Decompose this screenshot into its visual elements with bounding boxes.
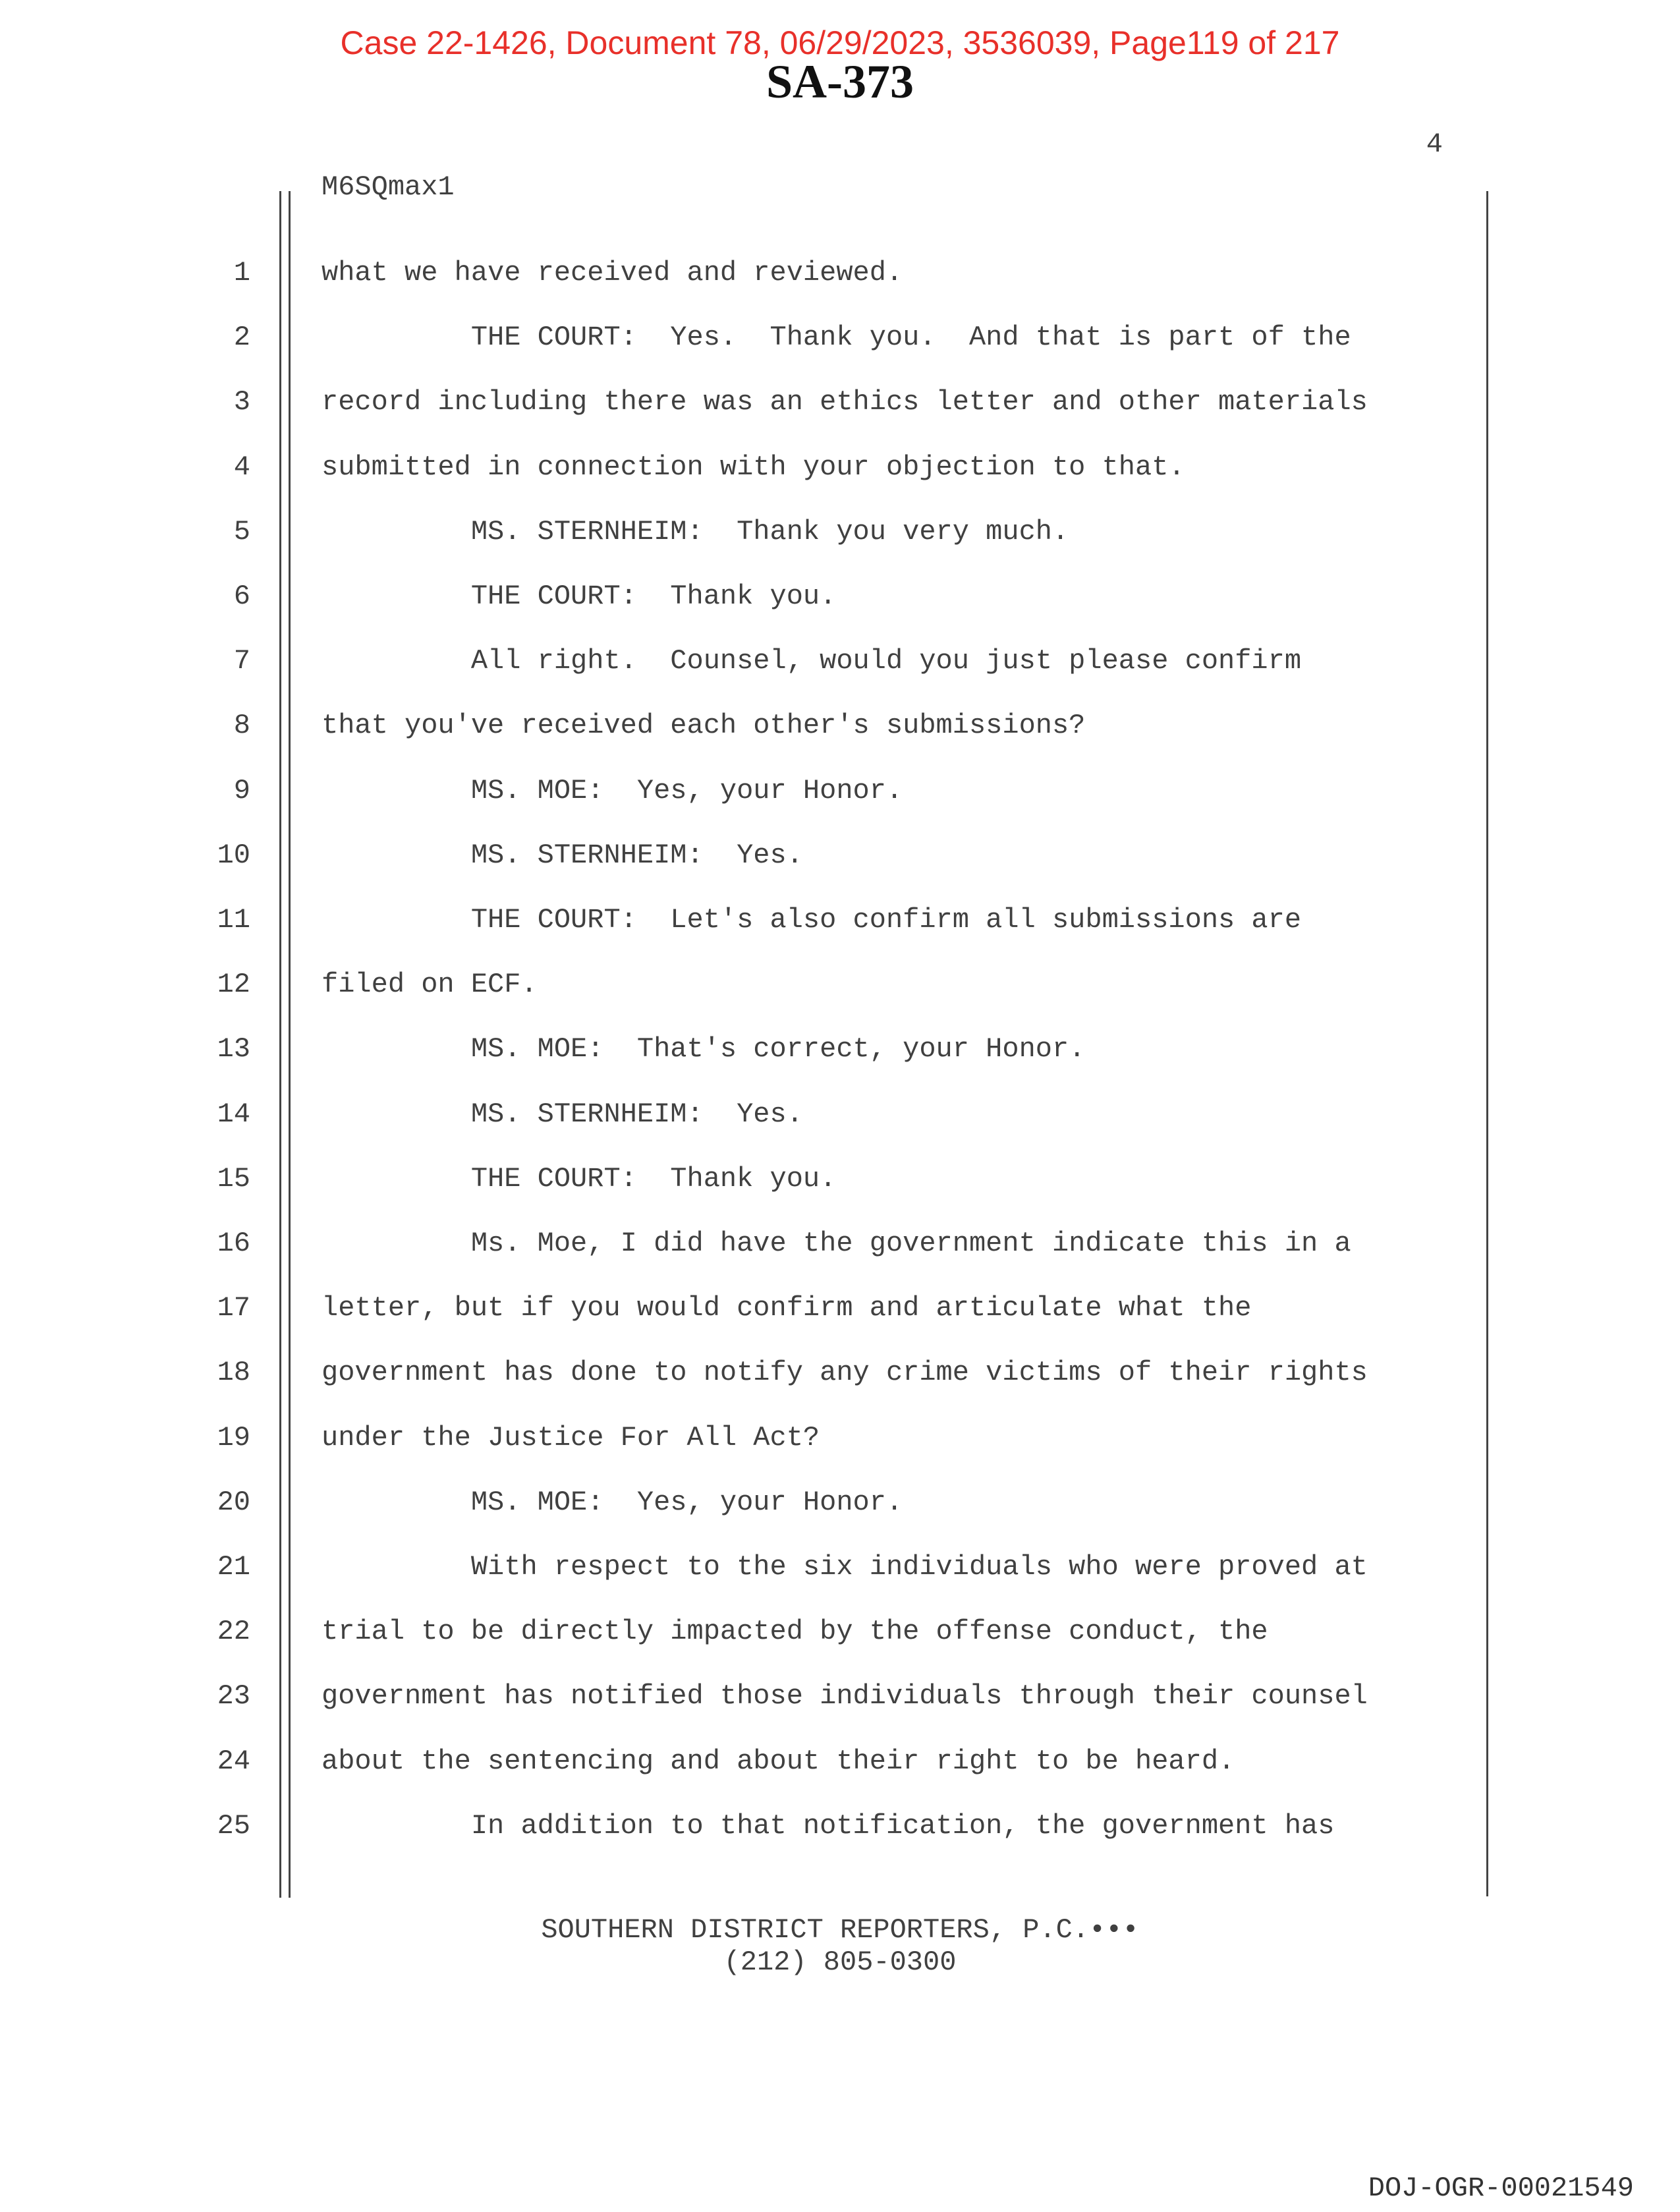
line-number: 1 [233, 257, 250, 289]
line-number: 20 [217, 1487, 250, 1518]
line-number: 21 [217, 1551, 250, 1583]
line-number: 10 [217, 839, 250, 871]
transcript-line [0, 518, 1680, 551]
line-text: MS. STERNHEIM: Yes. [322, 1098, 803, 1130]
transcript-line [0, 1618, 1680, 1651]
line-text: letter, but if you would confirm and articulate what the [322, 1292, 1252, 1324]
line-number: 25 [217, 1810, 250, 1842]
line-text: THE COURT: Let's also confirm all submissions are [322, 904, 1302, 936]
line-text: trial to be directly impacted by the offense conduct, the [322, 1616, 1268, 1647]
line-text: Ms. Moe, I did have the government indicate this in a [322, 1228, 1351, 1259]
transcript-line [0, 453, 1680, 486]
line-text: MS. MOE: Yes, your Honor. [322, 1487, 903, 1518]
line-number: 5 [233, 516, 250, 548]
transcript-page-number: 4 [1426, 128, 1443, 160]
line-number: 8 [233, 710, 250, 741]
line-text: submitted in connection with your objection to that. [322, 451, 1185, 483]
line-number: 17 [217, 1292, 250, 1324]
transcript-line [0, 1553, 1680, 1586]
transcript-line [0, 841, 1680, 874]
line-text: MS. MOE: Yes, your Honor. [322, 775, 903, 807]
transcript-line [0, 1100, 1680, 1133]
transcript-line [0, 1489, 1680, 1521]
transcript-line [0, 259, 1680, 292]
transcript-line [0, 324, 1680, 356]
line-number: 2 [233, 322, 250, 353]
line-text: what we have received and reviewed. [322, 257, 903, 289]
line-number: 6 [233, 581, 250, 612]
line-text: With respect to the six individuals who were proved at [322, 1551, 1368, 1583]
transcript-line [0, 906, 1680, 939]
line-text: MS. MOE: That's correct, your Honor. [322, 1033, 1086, 1065]
line-number: 11 [217, 904, 250, 936]
footer-reporter: SOUTHERN DISTRICT REPORTERS, P.C.••• [541, 1914, 1139, 1946]
line-text: that you've received each other's submissions? [322, 710, 1086, 741]
line-number: 15 [217, 1163, 250, 1195]
line-number: 16 [217, 1228, 250, 1259]
transcript-line [0, 971, 1680, 1004]
line-text: MS. STERNHEIM: Yes. [322, 839, 803, 871]
line-text: MS. STERNHEIM: Thank you very much. [322, 516, 1069, 548]
line-number: 3 [233, 386, 250, 418]
transcript-line [0, 647, 1680, 680]
line-number: 24 [217, 1745, 250, 1777]
transcript-line [0, 1747, 1680, 1780]
footer-phone: (212) 805-0300 [723, 1946, 957, 1978]
line-text: government has notified those individuals through their counsel [322, 1680, 1368, 1712]
transcript-line [0, 1359, 1680, 1392]
line-number: 13 [217, 1033, 250, 1065]
line-number: 12 [217, 969, 250, 1000]
transcript-line [0, 1035, 1680, 1068]
line-number: 18 [217, 1357, 250, 1388]
line-text: filed on ECF. [322, 969, 538, 1000]
line-number: 7 [233, 645, 250, 677]
transcript-line [0, 1230, 1680, 1262]
case-header: Case 22-1426, Document 78, 06/29/2023, 3536039, Page119 of 217 [340, 24, 1340, 61]
transcript-line [0, 1165, 1680, 1198]
sa-page-number: SA-373 [766, 55, 914, 108]
line-text: THE COURT: Yes. Thank you. And that is part of the [322, 322, 1351, 353]
line-number: 14 [217, 1098, 250, 1130]
transcript-header-code: M6SQmax1 [322, 171, 455, 203]
line-number: 23 [217, 1680, 250, 1712]
line-text: THE COURT: Thank you. [322, 581, 837, 612]
line-text: under the Justice For All Act? [322, 1422, 820, 1454]
line-text: about the sentencing and about their right to be heard. [322, 1745, 1235, 1777]
transcript-line [0, 777, 1680, 810]
line-number: 19 [217, 1422, 250, 1454]
line-text: In addition to that notification, the government has [322, 1810, 1335, 1842]
line-text: THE COURT: Thank you. [322, 1163, 837, 1195]
line-text: All right. Counsel, would you just please confirm [322, 645, 1302, 677]
transcript-line [0, 1424, 1680, 1457]
line-number: 4 [233, 451, 250, 483]
transcript-line [0, 1294, 1680, 1327]
line-text: record including there was an ethics letter and other materials [322, 386, 1368, 418]
line-number: 22 [217, 1616, 250, 1647]
line-text: government has done to notify any crime victims of their rights [322, 1357, 1368, 1388]
line-number: 9 [233, 775, 250, 807]
bates-number: DOJ-OGR-00021549 [1368, 2172, 1634, 2204]
transcript-line [0, 582, 1680, 615]
transcript-line [0, 388, 1680, 421]
transcript-line [0, 712, 1680, 745]
transcript-line [0, 1812, 1680, 1845]
transcript-line [0, 1682, 1680, 1715]
